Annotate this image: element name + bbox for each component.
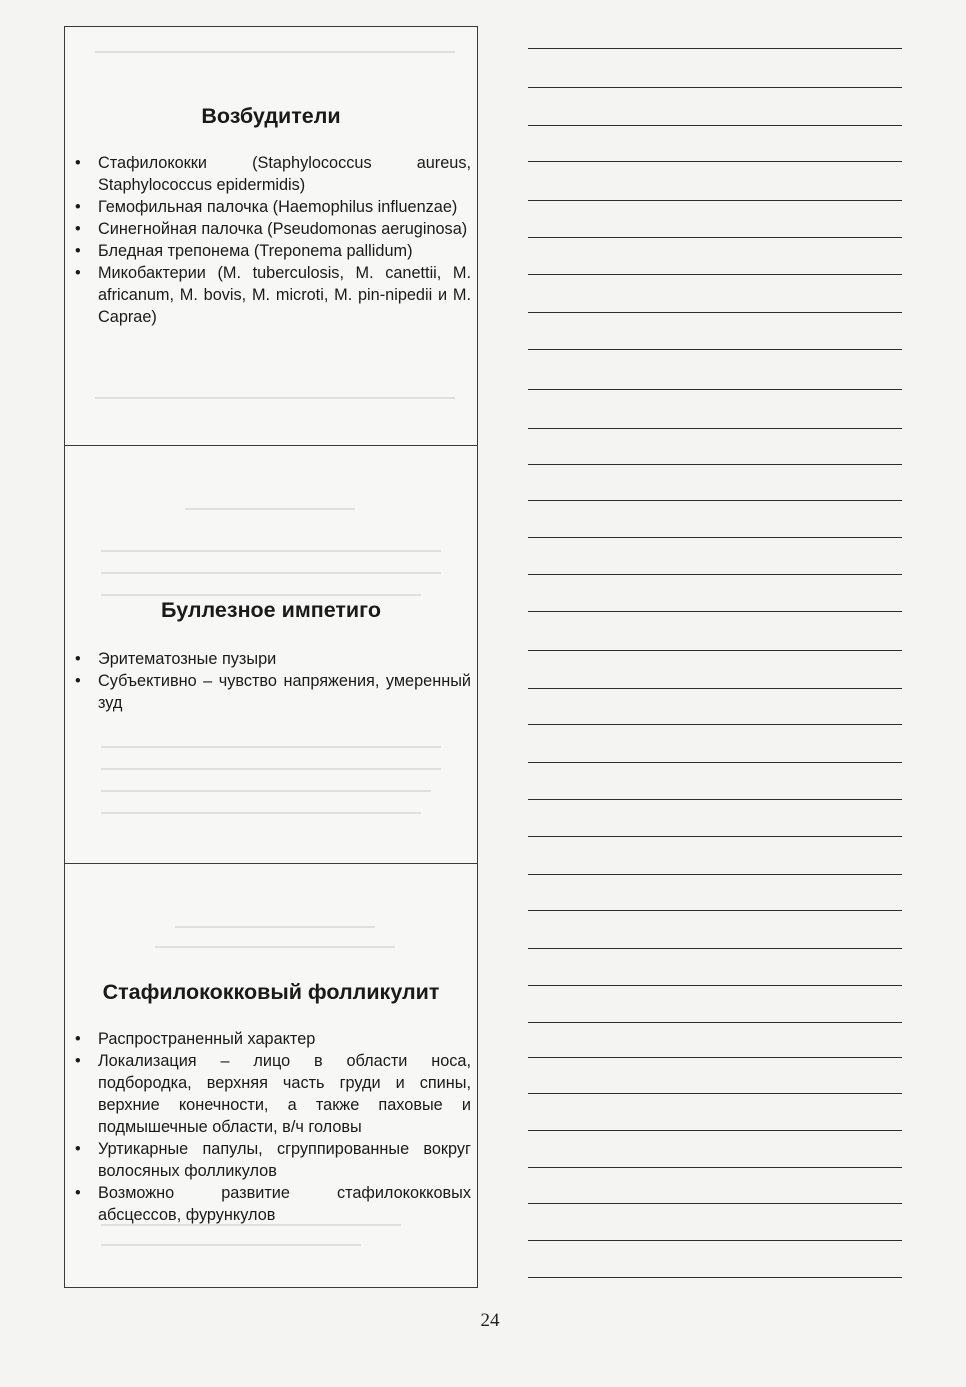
show-through-line bbox=[101, 550, 441, 552]
note-line bbox=[528, 237, 902, 238]
note-line bbox=[528, 1277, 902, 1278]
list-item: • Синегнойная палочка (Pseudomonas aeruginosa) bbox=[75, 218, 471, 240]
note-line bbox=[528, 650, 902, 651]
slide-bullous-impetigo bbox=[65, 445, 477, 863]
show-through-line bbox=[95, 397, 455, 399]
show-through-line bbox=[101, 790, 431, 792]
list-item: • Локализация – лицо в области носа, подбородка, верхняя часть груди и спины, верхние конечности, а также паховые и подмышечные области, в/ч головы bbox=[75, 1050, 471, 1138]
show-through-line bbox=[101, 812, 421, 814]
note-line bbox=[528, 200, 902, 201]
show-through-line bbox=[95, 51, 455, 53]
note-line bbox=[528, 389, 902, 390]
slide-pathogens bbox=[65, 27, 477, 445]
note-line bbox=[528, 948, 902, 949]
list-item: • Бледная трепонема (Treponema pallidum) bbox=[75, 240, 471, 262]
note-line bbox=[528, 611, 902, 612]
list-item: • Уртикарные папулы, сгруппированные вокруг волосяных фолликулов bbox=[75, 1138, 471, 1182]
note-line bbox=[528, 312, 902, 313]
show-through-line bbox=[175, 926, 375, 928]
slide-title: Буллезное импетиго bbox=[161, 598, 381, 622]
note-line bbox=[528, 1093, 902, 1094]
bullet-list bbox=[75, 1028, 471, 1226]
bullet-list bbox=[75, 648, 471, 714]
note-line bbox=[528, 161, 902, 162]
show-through-line bbox=[101, 746, 441, 748]
show-through-line bbox=[101, 572, 441, 574]
note-line bbox=[528, 537, 902, 538]
note-line bbox=[528, 500, 902, 501]
note-line bbox=[528, 688, 902, 689]
list-item: • Субъективно – чувство напряжения, умеренный зуд bbox=[75, 670, 471, 714]
note-line bbox=[528, 1022, 902, 1023]
note-line bbox=[528, 985, 902, 986]
slides-column bbox=[64, 26, 478, 1288]
show-through-line bbox=[101, 1244, 361, 1246]
note-line bbox=[528, 1240, 902, 1241]
note-line bbox=[528, 48, 902, 49]
page-number: 24 bbox=[480, 1310, 500, 1331]
list-item: • Стафилококки (Staphylococcus aureus, Staphylococcus epidermidis) bbox=[75, 152, 471, 196]
note-line bbox=[528, 762, 902, 763]
note-line bbox=[528, 464, 902, 465]
list-item: • Эритематозные пузыри bbox=[75, 648, 471, 670]
show-through-line bbox=[101, 594, 421, 596]
slide-staph-folliculitis bbox=[65, 863, 477, 1287]
show-through-line bbox=[101, 768, 441, 770]
note-line bbox=[528, 428, 902, 429]
bullet-list bbox=[75, 152, 471, 328]
note-line bbox=[528, 574, 902, 575]
slide-title: Стафилококковый фолликулит bbox=[102, 980, 440, 1004]
note-line bbox=[528, 724, 902, 725]
note-line bbox=[528, 1057, 902, 1058]
note-line bbox=[528, 1203, 902, 1204]
note-line bbox=[528, 874, 902, 875]
list-item: • Гемофильная палочка (Haemophilus influenzae) bbox=[75, 196, 471, 218]
list-item: • Распространенный характер bbox=[75, 1028, 471, 1050]
list-item: • Микобактерии (M. tuberculosis, M. canettii, M. africanum, M. bovis, M. microti, M. pin-nipedii и M. Caprae) bbox=[75, 262, 471, 328]
note-line bbox=[528, 799, 902, 800]
show-through-line bbox=[185, 508, 355, 510]
show-through-line bbox=[155, 946, 395, 948]
note-line bbox=[528, 349, 902, 350]
slide-title: Возбудители bbox=[201, 104, 341, 128]
note-line bbox=[528, 1130, 902, 1131]
note-line bbox=[528, 87, 902, 88]
note-line bbox=[528, 1167, 902, 1168]
list-item: • Возможно развитие стафилококковых абсцессов, фурункулов bbox=[75, 1182, 471, 1226]
note-line bbox=[528, 836, 902, 837]
note-line bbox=[528, 910, 902, 911]
note-line bbox=[528, 274, 902, 275]
note-line bbox=[528, 125, 902, 126]
